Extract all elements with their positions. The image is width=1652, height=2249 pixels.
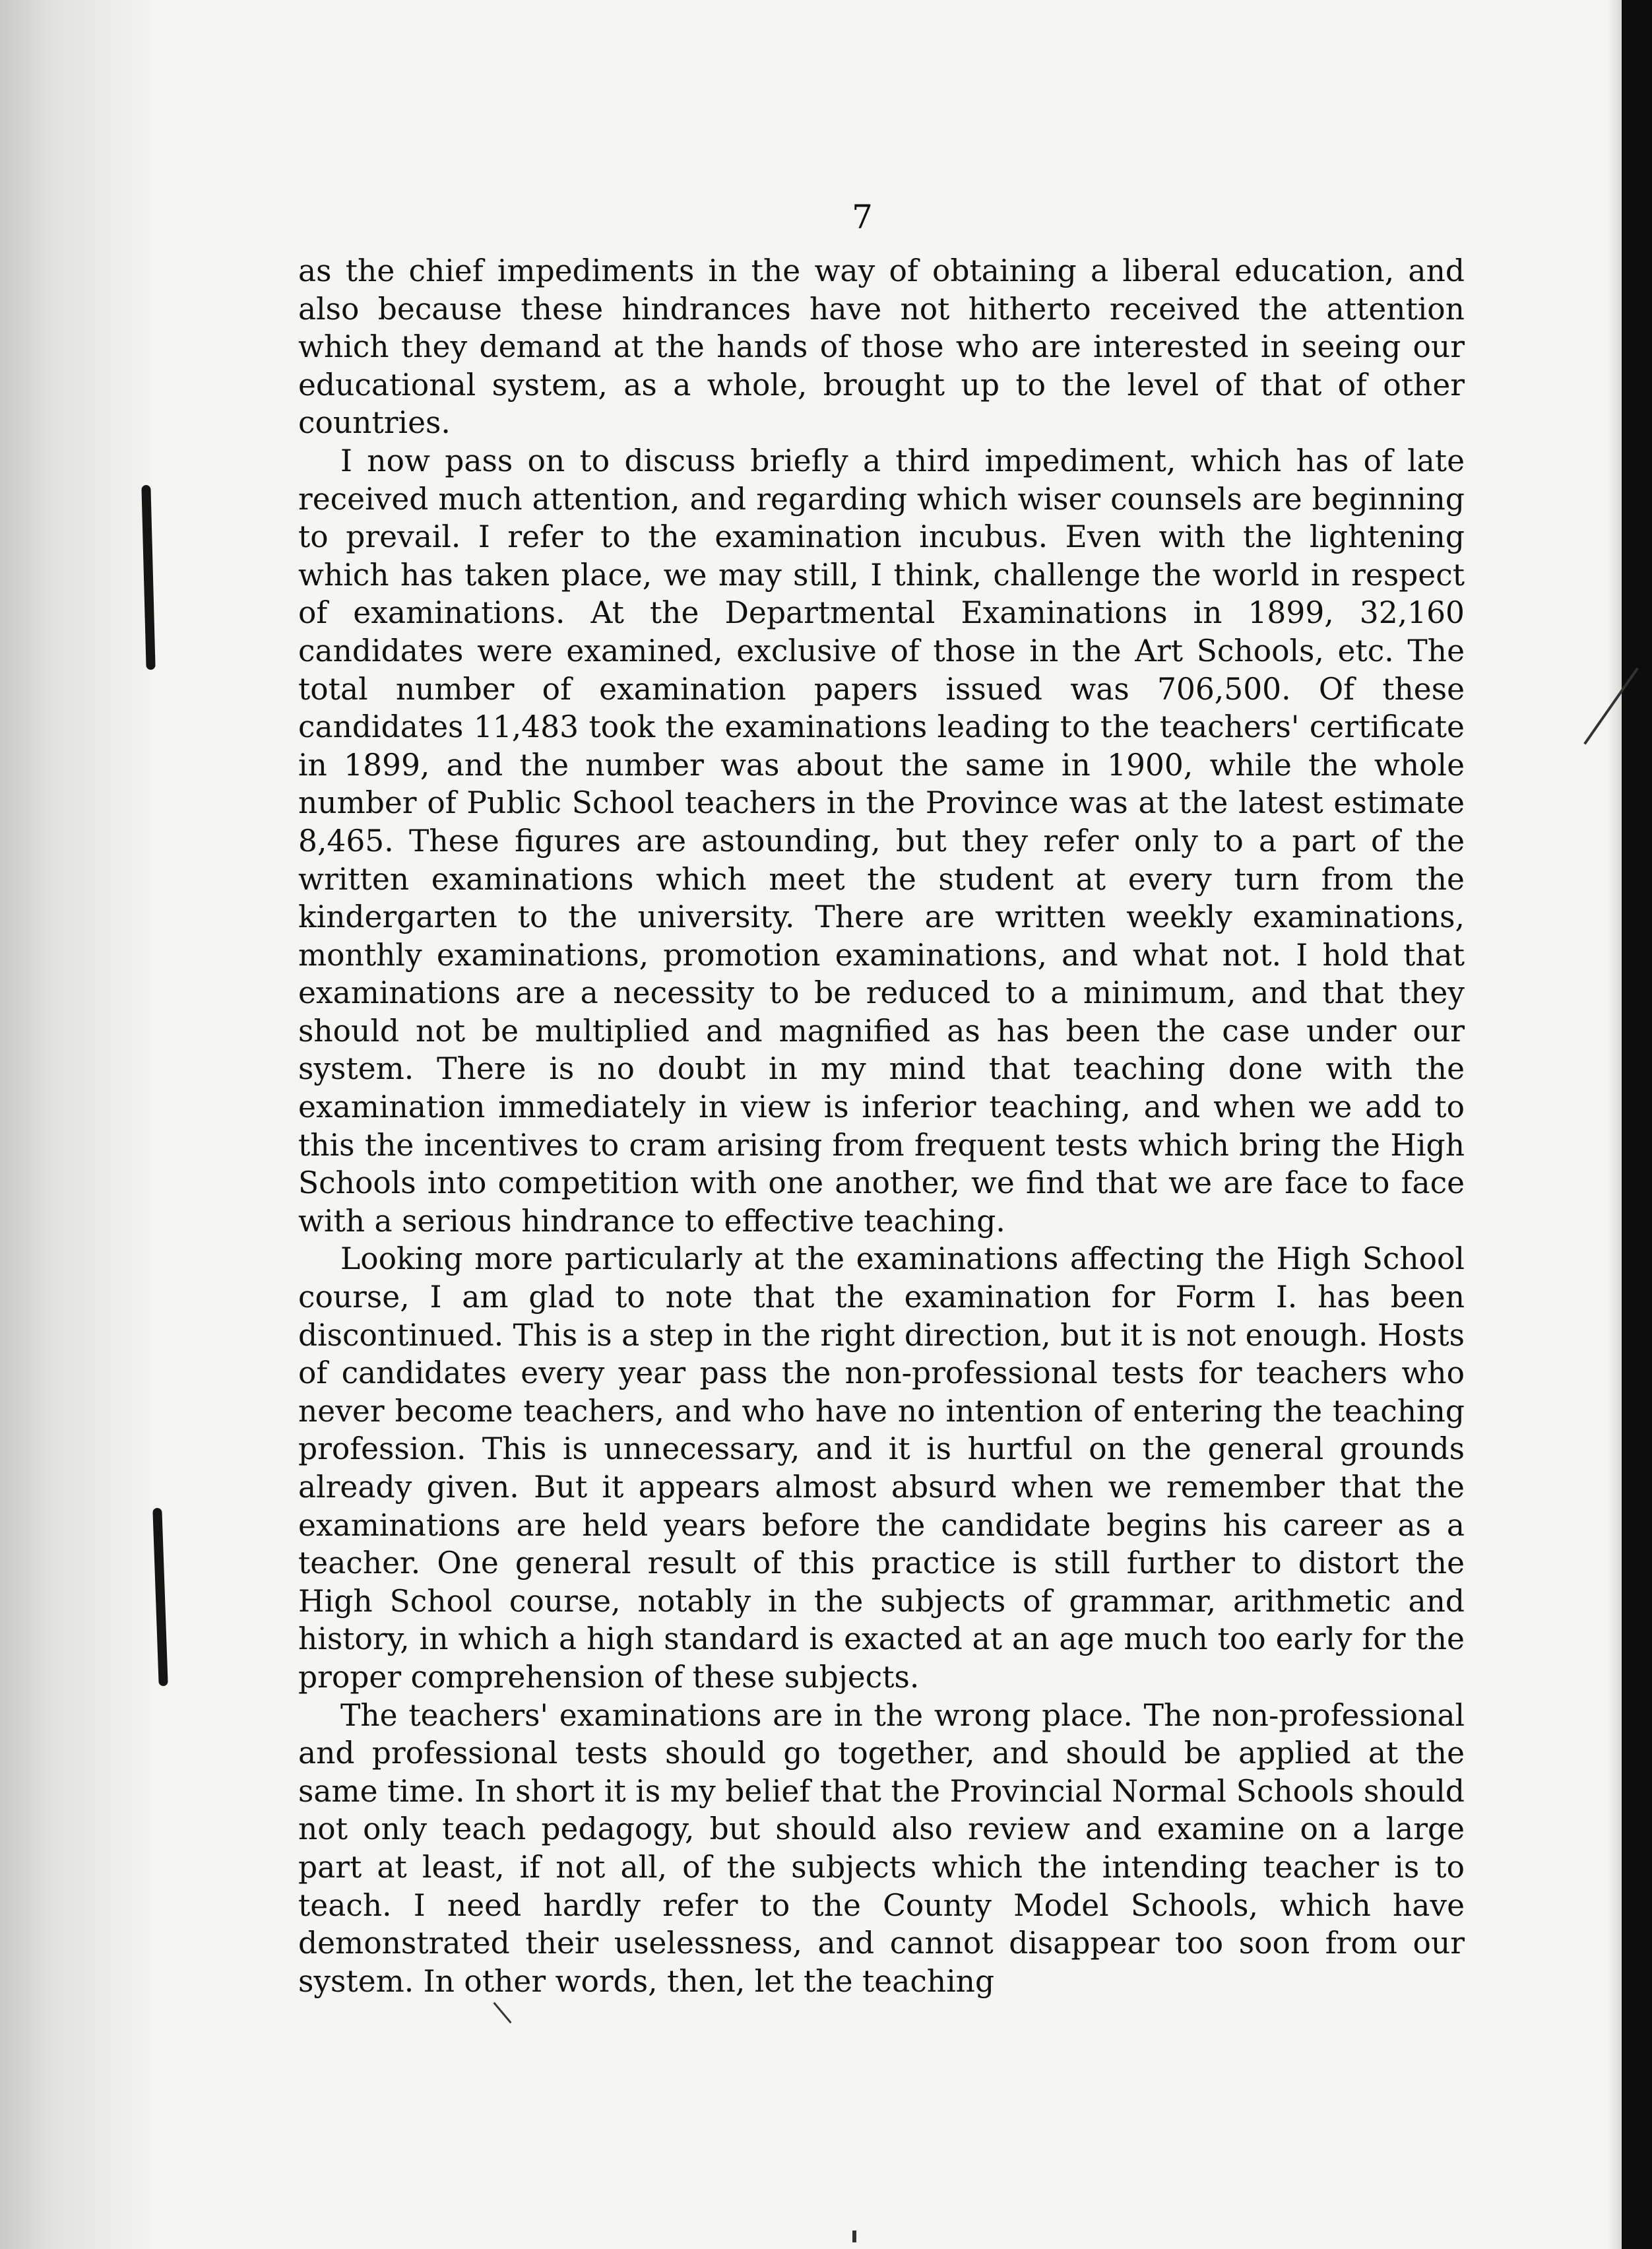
staple-bottom [152,1508,168,1686]
body-text [298,252,1465,2000]
binding-gutter [0,0,152,2249]
paragraph: as the chief impediments in the way of obtaining a liberal education, and also because these hindrances have not hitherto received the attention which they demand at the hands of those who are interested in seeing our educational system, as a whole, brought up to the level of that of other countries. [298,253,1465,441]
paragraph: Looking more particularly at the examinations affecting the High School course, I am glad to note that the examination for Form I. has been discontinued. This is a step in the right direction, but it is not enough. Hosts of candidates every year pass the non-professional tests for teachers who never become teachers, and who have no intention of entering the teaching profession. This is unnecessary, and it is hurtful on the general grounds already given. But it appears almost absurd when we remember that the examinations are held years before the candidate begins his career as a teacher. One general result of this practice is still further to distort the High School course, notably in the subjects of grammar, arithmetic and history, in which a high standard is exacted at an age much too early for the proper comprehension of these subjects. [298,1241,1465,1695]
page-number: 7 [852,198,873,236]
scan-mark [852,2231,856,2242]
paragraph: I now pass on to discuss briefly a third impediment, which has of late received much attention, and regarding which wiser counsels are beginning to prevail. I refer to the examination incubus. Even with the lightening which has taken place, we may still, I think, challenge the world in respect of examinations. At the Departmental Examinations in 1899, 32,160 candidates were examined, exclusive of those in the Art Schools, etc. The total number of examination papers issued was 706,500. Of these candidates 11,483 took the examinations leading to the teachers' certificate in 1899, and the number was about the same in 1900, while the whole number of Public School teachers in the Province was at the latest estimate 8,465. These figures are astounding, but they refer only to a part of the written examinations which meet the student at every turn from the kindergarten to the university. There are written weekly examinations, monthly examinations, promotion examinations, and what not. I hold that examinations are a necessity to be reduced to a minimum, and that they should not be multiplied and magnified as has been the case under our system. There is no doubt in my mind that teaching done with the examination immediately in view is inferior teaching, and when we add to this the incentives to cram arising from frequent tests which bring the High Schools into competition with one another, we find that we are face to face with a serious hindrance to effective teaching. [298,443,1465,1239]
scan-border [1622,0,1652,2249]
scan-mark [493,2002,511,2024]
paragraph: The teachers' examinations are in the wrong place. The non-professional and professional tests should go together, and should be applied at the same time. In short it is my belief that the Provincial Normal Schools should not only teach pedagogy, but should also review and examine on a large part at least, if not all, of the subjects which the intending teacher is to teach. I need hardly refer to the County Model Schools, which have demonstrated their uselessness, and cannot disappear too soon from our system. In other words, then, let the teaching [298,1697,1465,1999]
page-edge-shadow [1607,0,1622,2249]
